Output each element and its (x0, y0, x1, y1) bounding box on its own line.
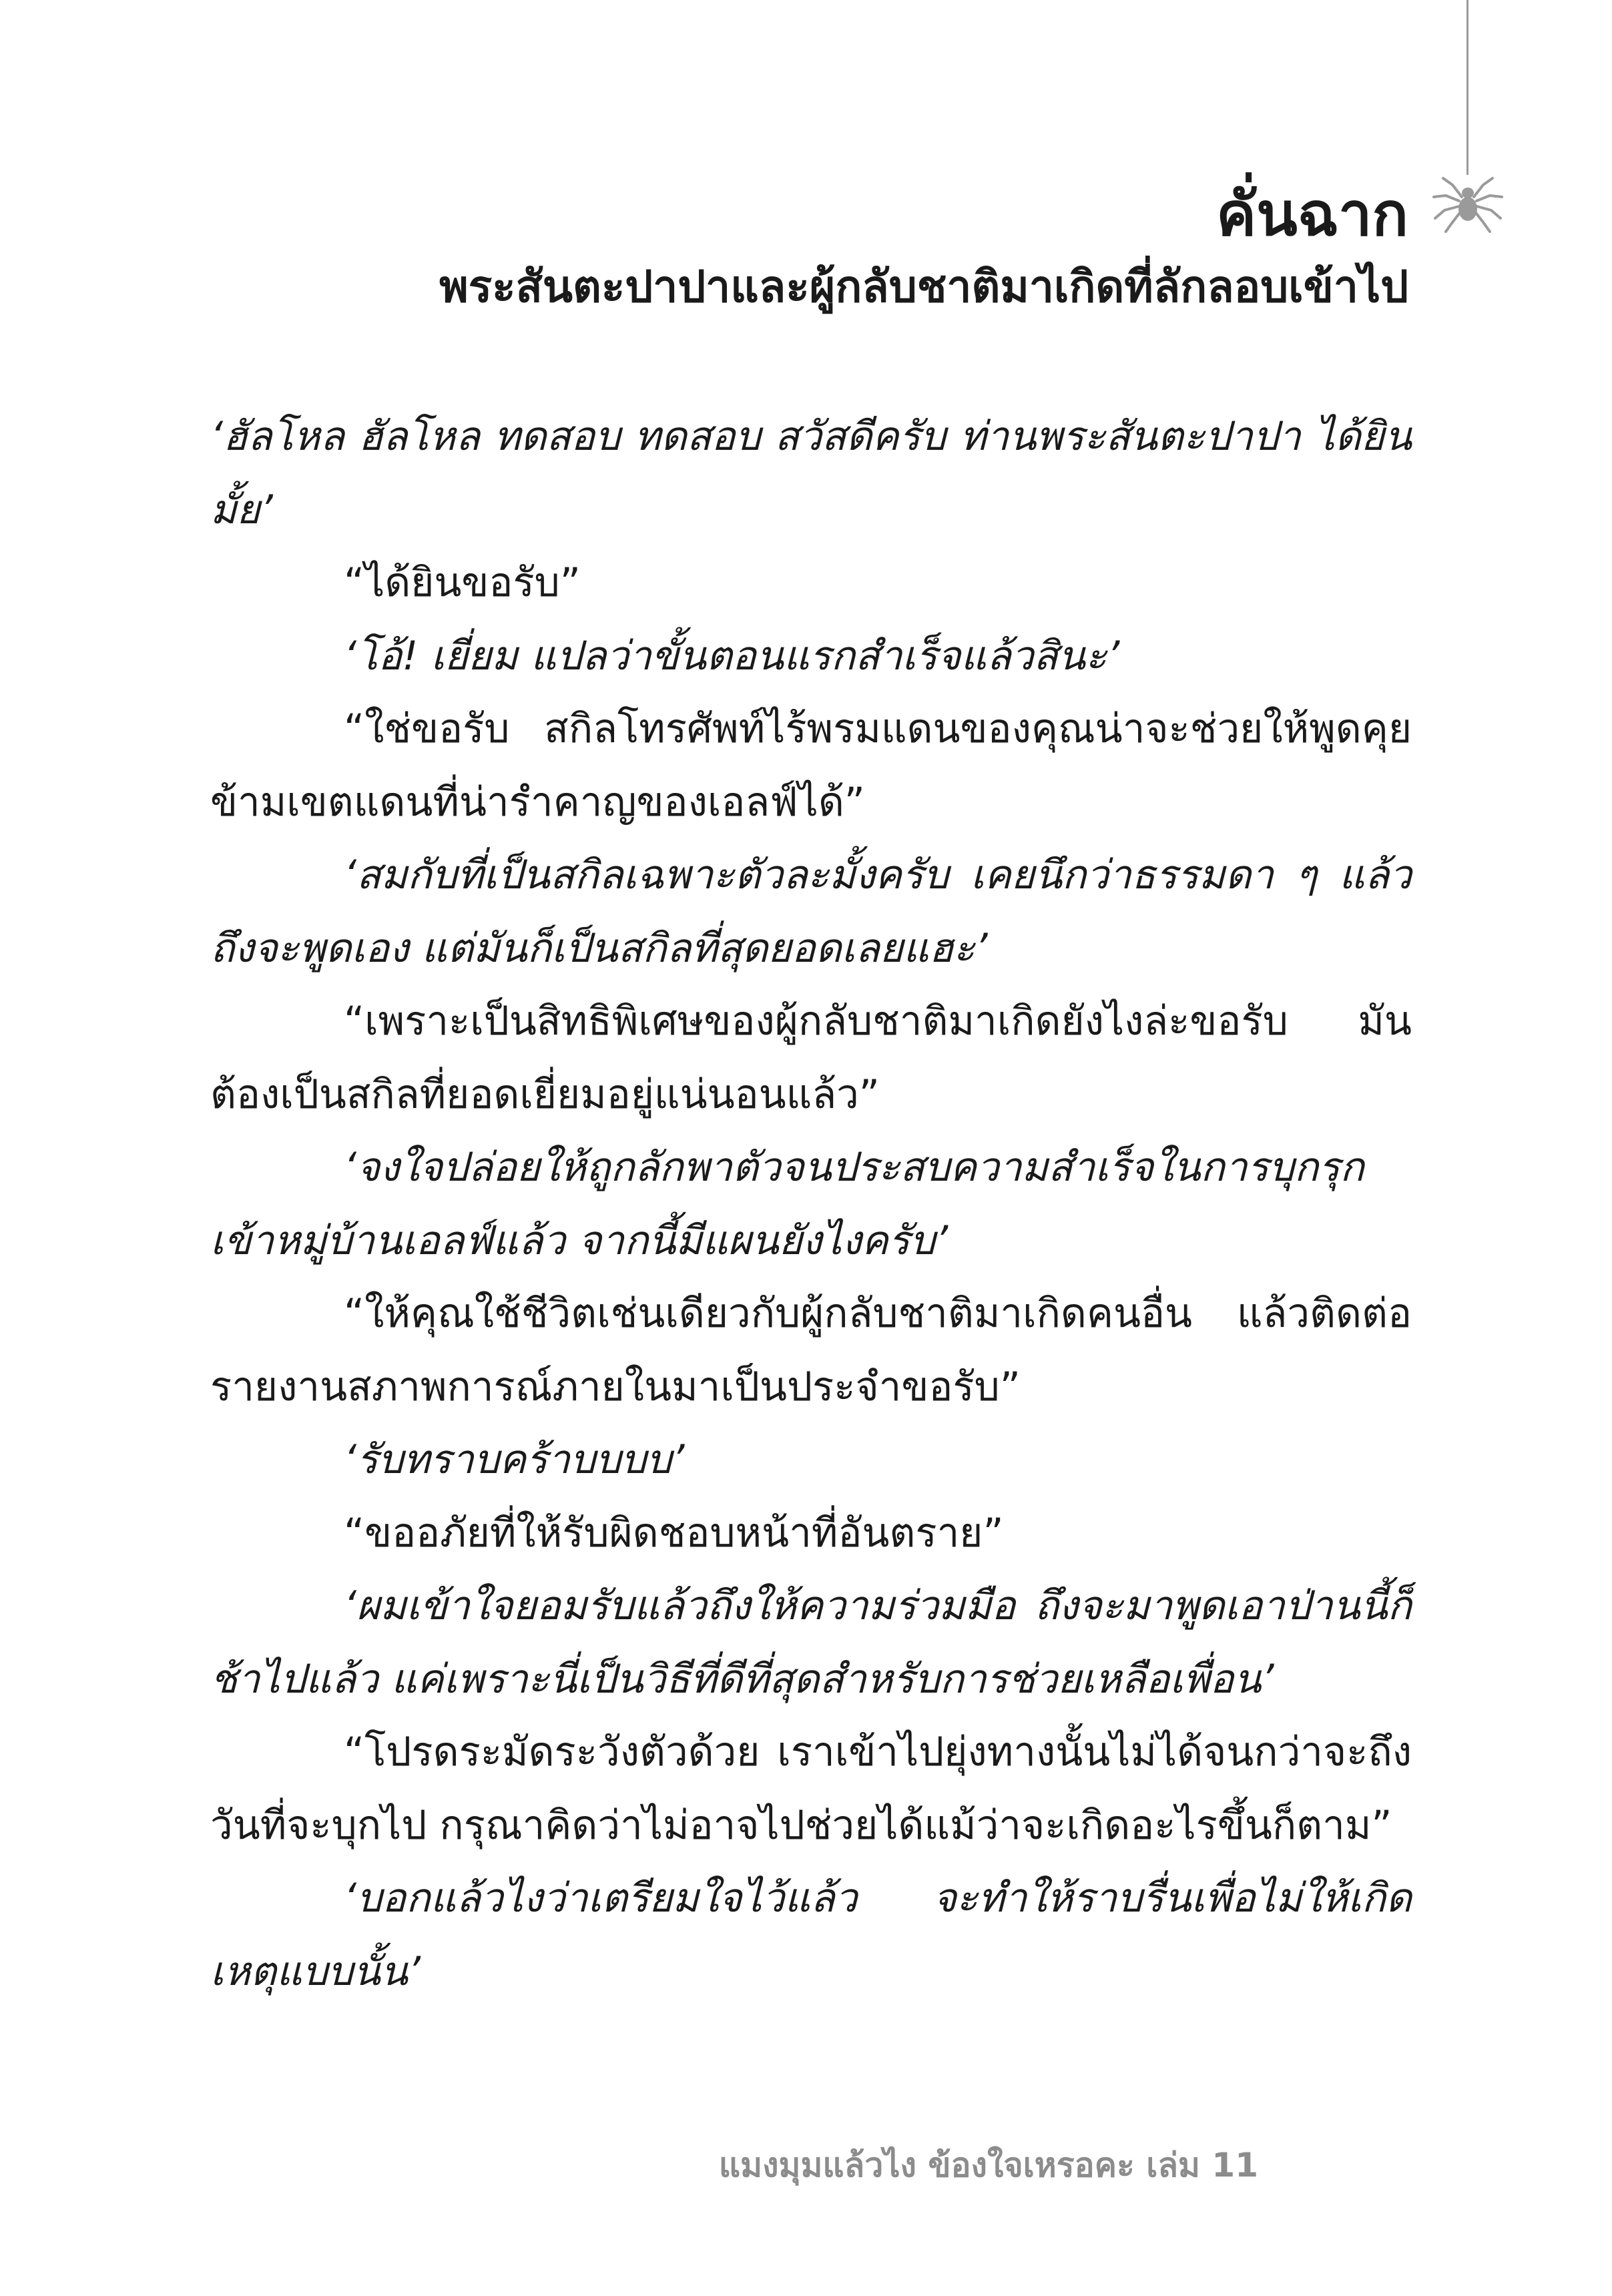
spider-icon (1428, 170, 1507, 237)
telepathic-dialogue-line: ‘สมกับที่เป็นสกิลเฉพาะตัวละมั้งครับ เคยนึกว่าธรรมดา ๆ แล้วถึงจะพูดเอง แต่มันก็เป็นสกิลที่สุดยอดเลยแฮะ’ (210, 852, 1412, 972)
spider-thread (1466, 0, 1468, 175)
telepathic-dialogue-line: ‘รับทราบคร้าบบบบ’ (344, 1436, 685, 1483)
chapter-subtitle: พระสันตะปาปาและผู้กลับชาติมาเกิดที่ลักลอบเข้าไป (439, 261, 1408, 312)
telepathic-dialogue-line: ‘ฮัลโหล ฮัลโหล ทดสอบ ทดสอบ สวัสดีครับ ท่านพระสันตะปาปา ได้ยินมั้ย’ (210, 413, 1412, 533)
spoken-dialogue-line: “ได้ยินขอรับ” (344, 559, 581, 606)
running-footer: แมงมุมแล้วไง ข้องใจเหรอคะ เล่ม 11 (718, 2146, 1258, 2185)
telepathic-dialogue-line: ‘โอ้! เยี่ยม แปลว่าขั้นตอนแรกสำเร็จแล้วสินะ’ (344, 632, 1120, 679)
chapter-title: คั่นฉาก (1216, 180, 1408, 250)
spoken-dialogue-line: “เพราะเป็นสิทธิพิเศษของผู้กลับชาติมาเกิดยังไงล่ะขอรับ มันต้องเป็นสกิลที่ยอดเยี่ยมอยู่แน่นอนแล้ว” (210, 998, 1412, 1118)
spoken-dialogue-line: “ใช่ขอรับ สกิลโทรศัพท์ไร้พรมแดนของคุณน่าจะช่วยให้พูดคุยข้ามเขตแดนที่น่ารำคาญของเอลฟ์ได้” (210, 705, 1412, 826)
chapter-header (439, 175, 1408, 319)
telepathic-dialogue-line: ‘บอกแล้วไงว่าเตรียมใจไว้แล้ว จะทำให้ราบรื่นเพื่อไม่ให้เกิดเหตุแบบนั้น’ (210, 1875, 1412, 1995)
spoken-dialogue-line: “โปรดระมัดระวังตัวด้วย เราเข้าไปยุ่งทางนั้นไม่ได้จนกว่าจะถึงวันที่จะบุกไป กรุณาคิดว่าไม่อาจไปช่วยได้แม้ว่าจะเกิดอะไรขึ้นก็ตาม” (210, 1729, 1412, 1849)
spoken-dialogue-line: “ขออภัยที่ให้รับผิดชอบหน้าที่อันตราย” (344, 1509, 1004, 1556)
telepathic-dialogue-line: ‘จงใจปล่อยให้ถูกลักพาตัวจนประสบความสำเร็จในการบุกรุกเข้าหมู่บ้านเอลฟ์แล้ว จากนี้มีแผนยังไงครับ’ (210, 1144, 1364, 1264)
telepathic-dialogue-line: ‘ผมเข้าใจยอมรับแล้วถึงให้ความร่วมมือ ถึงจะมาพูดเอาป่านนี้ก็ช้าไปแล้ว แค่เพราะนี่เป็นวิธีที่ดีที่สุดสำหรับการช่วยเหลือเพื่อน’ (210, 1583, 1412, 1703)
spoken-dialogue-line: “ให้คุณใช้ชีวิตเช่นเดียวกับผู้กลับชาติมาเกิดคนอื่น แล้วติดต่อรายงานสภาพการณ์ภายในมาเป็นประจำขอรับ” (210, 1290, 1412, 1410)
chapter-body (210, 400, 1412, 2008)
